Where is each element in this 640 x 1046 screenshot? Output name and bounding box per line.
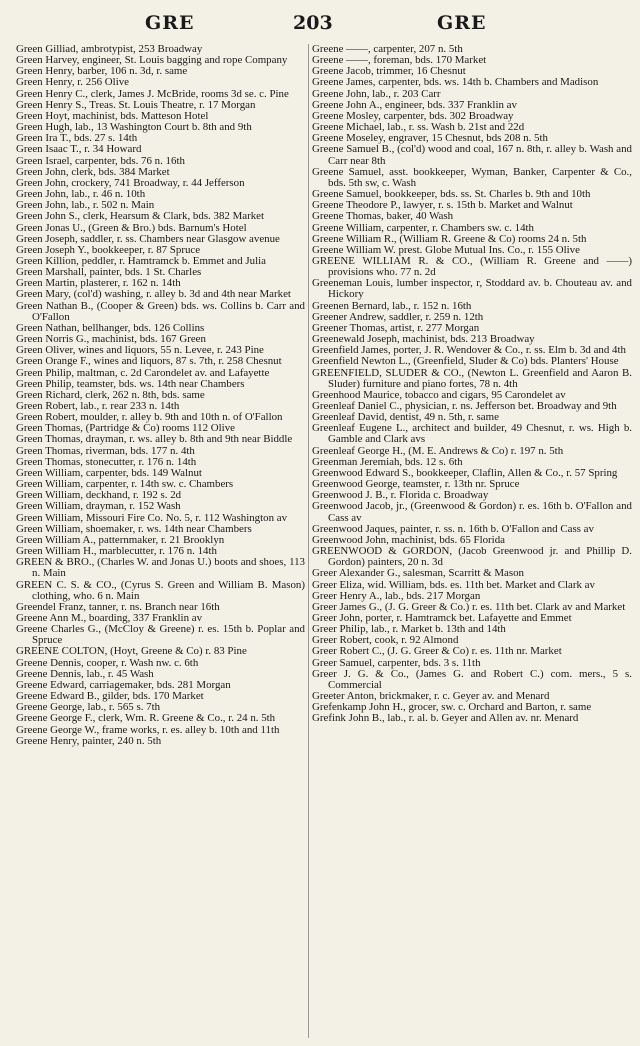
directory-entry: Green Oliver, wines and liquors, 55 n. Levee, r. 243 Pine [16, 344, 264, 357]
directory-entry: Greenleaf Eugene L., architect and builder, 49 Chesnut, r. ws. High b. Gamble and Clark avs [312, 422, 632, 446]
directory-entry: GREEN & BRO., (Charles W. and Jonas U.) boots and shoes, 113 n. Main [16, 556, 305, 580]
directory-entry: Greene Ann M., boarding, 337 Franklin av [16, 611, 203, 624]
directory-entry: Green Harvey, engineer, St. Louis bagging and rope Company [16, 54, 288, 67]
directory-entry: Green Henry, barber, 106 n. 3d, r. same [16, 65, 188, 78]
directory-entry: Greene Moseley, engraver, 15 Chesnut, bds 208 n. 5th [312, 132, 548, 145]
directory-entry: Green John, clerk, bds. 384 Market [16, 165, 170, 178]
directory-entry: Greene Jacob, trimmer, 16 Chesnut [312, 65, 466, 78]
directory-entry: Green Ira T., bds. 27 s. 14th [16, 132, 138, 145]
directory-entry: Greer Robert, cook, r. 92 Almond [312, 634, 459, 647]
directory-entry: Greene Samuel, bookkeeper, bds. ss. St. Charles b. 9th and 10th [312, 188, 591, 201]
directory-entry: Greenleaf George H., (M. E. Andrews & Co) r. 197 n. 5th [312, 444, 564, 457]
directory-entry: Greene William, carpenter, r. Chambers sw. c. 14th [312, 221, 535, 234]
directory-entry: Grefink John B., lab., r. al. b. Geyer and Allen av. nr. Menard [312, 712, 579, 725]
directory-entry: Green Thomas, (Partridge & Co) rooms 112 Olive [16, 422, 235, 435]
directory-entry: Greer Eliza, wid. William, bds. es. 11th bet. Market and Clark av [312, 578, 595, 591]
directory-entry: Greene William W. prest. Globe Mutual Ins. Co., r. 155 Olive [312, 243, 580, 256]
directory-entry: Greene William R., (William R. Greene & Co) rooms 24 n. 5th [312, 232, 587, 245]
directory-entry: Green Henry C., clerk, James J. McBride, rooms 3d se. c. Pine [16, 87, 289, 100]
directory-entry: Green Nathan, bellhanger, bds. 126 Collins [16, 321, 205, 334]
directory-entry: Greer James G., (J. G. Greer & Co.) r. es. 11th bet. Clark av and Market [312, 600, 626, 613]
directory-entry: Greene Edward B., gilder, bds. 170 Market [16, 690, 204, 703]
directory-entry: Greer Philip, lab., r. Market b. 13th and 14th [312, 623, 506, 636]
directory-entry: Green Philip, maltman, c. 2d Carondelet av. and Lafayette [16, 366, 270, 379]
directory-entry: Green Richard, clerk, 262 n. 8th, bds. same [16, 388, 205, 401]
column-divider [308, 44, 309, 1038]
directory-entry: Green Gilliad, ambrotypist, 253 Broadway [16, 44, 203, 55]
directory-entry: Green John S., clerk, Hearsum & Clark, bds. 382 Market [16, 210, 265, 223]
directory-entry: GREENE WILLIAM R. & CO., (William R. Greene and ——) provisions who. 77 n. 2d [312, 254, 632, 279]
directory-entry: Greene Charles G., (McCloy & Greene) r. es. 15th b. Poplar and Spruce [16, 623, 305, 647]
directory-entry: Green Norris G., machinist, bds. 167 Green [16, 333, 206, 346]
directory-entry: GREENE COLTON, (Hoyt, Greene & Co) r. 83 Pine [16, 645, 247, 658]
directory-entry: Greene James, carpenter, bds. ws. 14th b. Chambers and Madison [312, 76, 599, 89]
directory-entry: Greeter Anton, brickmaker, r. c. Geyer av. and Menard [312, 690, 550, 703]
directory-entry: Greer John, porter, r. Hamtramck bet. Lafayette and Emmet [312, 611, 572, 624]
directory-entry: Green William, deckhand, r. 192 s. 2d [16, 489, 182, 502]
directory-entry: Green William, carpenter, bds. 149 Walnut [16, 466, 202, 479]
directory-entry: Greene George F., clerk, Wm. R. Greene & Co., r. 24 n. 5th [16, 712, 276, 725]
directory-entry: Green William A., patternmaker, r. 21 Brooklyn [16, 533, 225, 546]
directory-entry: Greene John, lab., r. 203 Carr [312, 87, 441, 100]
page-number: 203 [293, 12, 333, 34]
directory-entry: Green Hugh, lab., 13 Washington Court b. 8th and 9th [16, 121, 252, 134]
right-running-head: GRE [437, 12, 487, 34]
directory-entry: Greenwood Jaques, painter, r. ss. n. 16th b. O'Fallon and Cass av [312, 522, 594, 535]
directory-entry: Greene George W., frame works, r. es. alley b. 10th and 11th [16, 723, 280, 736]
directory-entry: Greene Samuel, asst. bookkeeper, Wyman, Banker, Carpenter & Co., bds. 5th sw, c. Wash [312, 165, 632, 189]
directory-entry: Greenwood Edward S., bookkeeper, Claflin, Allen & Co., r. 57 Spring [312, 466, 618, 479]
directory-entry: Greene Michael, lab., r. ss. Wash b. 21st and 22d [312, 121, 525, 134]
directory-entry: Greener Andrew, saddler, r. 259 n. 12th [312, 310, 484, 323]
directory-entry: Greer Henry A., lab., bds. 217 Morgan [312, 589, 481, 602]
left-running-head: GRE [145, 12, 195, 34]
directory-entry: Green Hoyt, machinist, bds. Matteson Hotel [16, 109, 209, 122]
directory-entry: Greeneman Louis, lumber inspector, r, Stoddard av. b. Chouteau av. and Hickory [312, 277, 632, 301]
directory-entry: Greenwood J. B., r. Florida c. Broadway [312, 489, 489, 502]
directory-entry: Greenhood Maurice, tobacco and cigars, 95 Carondelet av [312, 388, 566, 401]
directory-entry: Green Israel, carpenter, bds. 76 n. 16th [16, 154, 185, 167]
directory-entry: Greene ——, foreman, bds. 170 Market [312, 54, 487, 67]
directory-entry: Green Marshall, painter, bds. 1 St. Charles [16, 266, 202, 279]
directory-entry: Green William, Missouri Fire Co. No. 5, r. 112 Washington av [16, 511, 288, 524]
directory-entry: Greer Alexander G., salesman, Scarritt & Mason [312, 567, 524, 580]
directory-entry: Green Thomas, drayman, r. ws. alley b. 8th and 9th near Biddle [16, 433, 293, 446]
directory-entry: GREENWOOD & GORDON, (Jacob Greenwood jr. and Phillip D. Gordon) painters, 20 n. 3d [312, 545, 632, 569]
directory-entry: Greenen Bernard, lab., r. 152 n. 16th [312, 299, 472, 312]
directory-entry: Greenwood John, machinist, bds. 65 Florida [312, 533, 505, 546]
directory-entry: Green Henry, r. 256 Olive [16, 76, 130, 89]
directory-entry: Green William H., marblecutter, r. 176 n. 14th [16, 545, 217, 558]
directory-entry: Green Isaac T., r. 34 Howard [16, 143, 142, 156]
directory-entry: Green John, crockery, 741 Broadway, r. 44 Jefferson [16, 176, 245, 189]
directory-entry: Greer Samuel, carpenter, bds. 3 s. 11th [312, 656, 481, 669]
directory-entry: Green Martin, plasterer, r. 162 n. 14th [16, 277, 181, 290]
directory-entry: Greene George, lab., r. 565 s. 7th [16, 701, 161, 714]
directory-entry: GREENFIELD, SLUDER & CO., (Newton L. Greenfield and Aaron B. Sluder) furniture and piano fortes, 78 n. 4th [312, 366, 632, 390]
directory-entry: Green Joseph Y., bookkeeper, r. 87 Spruce [16, 243, 201, 256]
directory-entry: Green Thomas, stonecutter, r. 176 n. 14th [16, 455, 197, 468]
directory-entry: Green Mary, (col'd) washing, r. alley b. 3d and 4th near Market [16, 288, 291, 301]
directory-entry: GREEN C. S. & CO., (Cyrus S. Green and William B. Mason) clothing, who. 6 n. Main [16, 578, 305, 602]
directory-entry: Green Jonas U., (Green & Bro.) bds. Barnum's Hotel [16, 221, 247, 234]
directory-entry: Greendel Franz, tanner, r. ns. Branch near 16th [16, 600, 220, 613]
directory-entry: Green William, carpenter, r. 14th sw. c. Chambers [16, 478, 234, 491]
directory-entry: Green Philip, teamster, bds. ws. 14th near Chambers [16, 377, 245, 390]
directory-entry: Greene Henry, painter, 240 n. 5th [16, 734, 162, 747]
directory-entry: Greenwood George, teamster, r. 13th nr. Spruce [312, 478, 520, 491]
directory-entry: Greer Robert C., (J. G. Greer & Co) r. es. 11th nr. Market [312, 645, 562, 658]
directory-entry: Green William, drayman, r. 152 Wash [16, 500, 181, 513]
directory-entry: Green Robert, moulder, r. alley b. 9th and 10th n. of O'Fallon [16, 411, 283, 424]
directory-entry: Greenleaf David, dentist, 49 n. 5th, r. same [312, 411, 499, 424]
directory-entry: Greenfield Newton L., (Greenfield, Sluder & Co) bds. Planters' House [312, 355, 619, 368]
directory-entry: Greenfield James, porter, J. R. Wendover & Co., r. ss. Elm b. 3d and 4th [312, 344, 626, 357]
directory-entry: Green William, shoemaker, r. ws. 14th near Chambers [16, 522, 252, 535]
directory-entry: Greene Samuel B., (col'd) wood and coal, 167 n. 8th, r. alley b. Wash and Carr near 8th [312, 143, 632, 167]
page-header [0, 12, 640, 38]
directory-entry: Greene Mosley, carpenter, bds. 302 Broadway [312, 109, 514, 122]
directory-entry: Green Thomas, riverman, bds. 177 n. 4th [16, 444, 195, 457]
directory-entry: Greenewald Joseph, machinist, bds. 213 Broadway [312, 333, 535, 346]
directory-entry: Green Robert, lab., r. rear 233 n. 14th [16, 400, 180, 412]
directory-entry: Greene Theodore P., lawyer, r. s. 15th b. Market and Walnut [312, 199, 573, 212]
directory-entry: Greene Dennis, cooper, r. Wash nw. c. 6th [16, 656, 199, 669]
directory-entry: Greene John A., engineer, bds. 337 Franklin av [312, 98, 517, 111]
directory-entry: Green Orange F., wines and liquors, 87 s. 7th, r. 258 Chesnut [16, 355, 282, 368]
directory-entry: Greene Edward, carriagemaker, bds. 281 Morgan [16, 678, 231, 691]
directory-entry: Green John, lab., r. 46 n. 10th [16, 188, 146, 201]
directory-entry: Grefenkamp John H., grocer, sw. c. Orchard and Barton, r. same [312, 701, 592, 714]
directory-entry: Green Henry S., Treas. St. Louis Theatre, r. 17 Morgan [16, 98, 256, 111]
directory-entry: Green Killion, peddler, r. Hamtramck b. Emmet and Julia [16, 254, 266, 267]
directory-entry: Greene Dennis, lab., r. 45 Wash [16, 667, 154, 680]
directory-entry: Greenman Jeremiah, bds. 12 s. 6th [312, 455, 463, 468]
directory-entry: Greener Thomas, artist, r. 277 Morgan [312, 321, 480, 334]
directory-entry: Green John, lab., r. 502 n. Main [16, 199, 155, 212]
directory-entry: Greene Thomas, baker, 40 Wash [312, 210, 454, 223]
directory-entry: Greer J. G. & Co., (James G. and Robert C.) com. mers., 5 s. Commercial [312, 667, 632, 691]
left-column [16, 44, 305, 1038]
directory-entry: Green Joseph, saddler, r. ss. Chambers near Glasgow avenue [16, 232, 280, 245]
directory-entry: Greenleaf Daniel C., physician, r. ns. Jefferson bet. Broadway and 9th [312, 400, 617, 412]
directory-entry: Green Nathan B., (Cooper & Green) bds. ws. Collins b. Carr and O'Fallon [16, 299, 305, 323]
directory-entry: Greene ——, carpenter, 207 n. 5th [312, 44, 463, 55]
directory-entry: Greenwood Jacob, jr., (Greenwood & Gordon) r. es. 16th b. O'Fallon and Cass av [312, 500, 632, 524]
right-column [312, 44, 632, 1038]
